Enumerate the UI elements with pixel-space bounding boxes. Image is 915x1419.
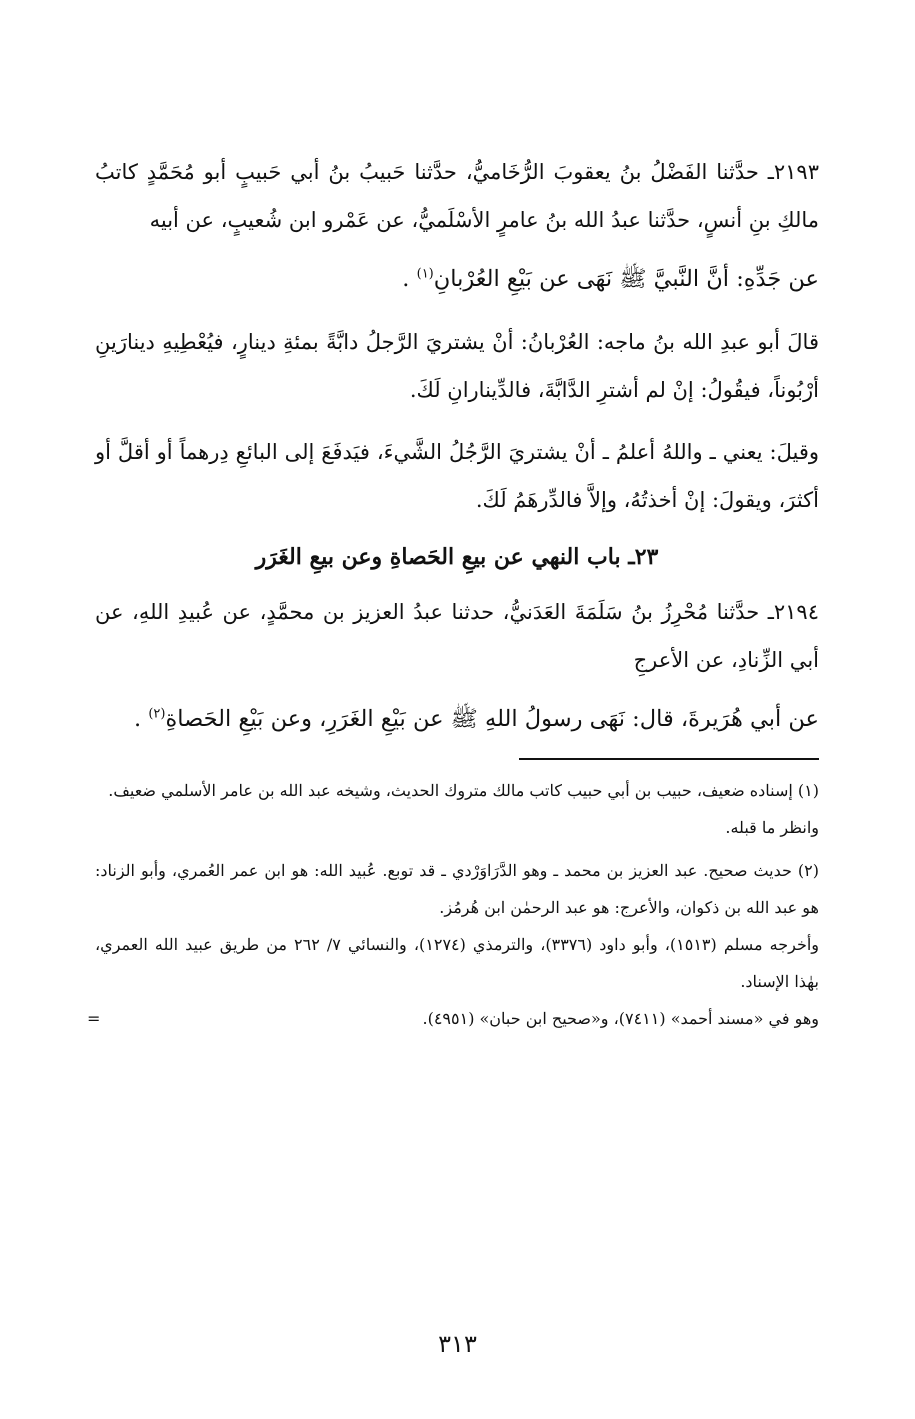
alternate-explanation-text: وقيلَ: يعني ـ واللهُ أعلمُ ـ أنْ يشتريَ الرَّجُلُ الشَّيءَ، فيَدفَعَ إلى البائعِ دِرهماً أو أقلَّ أو أكثرَ، ويقولَ: إنْ أخذتُهُ، وإلاَّ فالدِّرهَمُ لَكَ.: [95, 440, 819, 512]
footnote-ref-2[interactable]: (٢): [148, 706, 166, 722]
hadith-2194-isnad: [95, 588, 819, 684]
footnotes: [87, 772, 820, 1037]
book-page: [87, 148, 820, 1037]
chapter-title: ٢٣ـ باب النهي عن بيعِ الحَصاةِ وعن بيعِ الغَرَر: [255, 544, 659, 570]
footnote-2-sources: وأخرجه مسلم (١٥١٣)، وأبو داود (٣٣٧٦)، والترمذي (١٢٧٤)، والنسائي ٧/ ٢٦٢ من طريق عبيد الله العمري، بهٰذا الإسناد.: [95, 935, 820, 991]
footnote-separator: [519, 758, 819, 760]
ibn-majah-comment-text: قالَ أبو عبدِ الله بنُ ماجه: العُرْبانُ: أنْ يشتريَ الرَّجلُ دابَّةً بمئةِ دينارٍ، فيُعْطِيهِ دينارَينِ أرْبُوناً، فيقُولُ: إنْ لم أشترِ الدَّابَّةَ، فالدِّينارانِ لَكَ.: [95, 330, 819, 402]
page-number: ٣١٣: [438, 1330, 477, 1358]
footnote-separator-wrap: [95, 744, 819, 772]
alternate-explanation: [95, 428, 819, 524]
footnote-2: (٢) حديث صحيح. عبد العزيز بن محمد ـ وهو الدَّرَاوَرْدي ـ قد توبع. عُبيد الله: هو ابن عمر العُمري، وأبو الزناد: هو عبد الله بن ذكوان، والأعرج: هو عبد الرحمٰن ابن هُرمُز.: [95, 861, 819, 917]
hadith-2194-isnad-text: ٢١٩٤ـ حدَّثنا مُحْرِزُ بنُ سَلَمَةَ العَدَنيُّ، حدثنا عبدُ العزيز بن محمَّدٍ، عن عُبيدِ اللهِ، عن أبي الزِّنادِ، عن الأعرجِ: [95, 600, 819, 672]
hadith-2193-isnad-text: ٢١٩٣ـ حدَّثنا الفَضْلُ بنُ يعقوبَ الرُّخَاميُّ، حدَّثنا حَبيبُ بنُ أبي حَبيبٍ أبو مُحَمَّدٍ كاتبُ مالكِ بنِ أنسٍ، حدَّثنا عبدُ الله بنُ عامرٍ الأسْلَميُّ، عن عَمْرو ابن شُعيبٍ، عن أبيه: [95, 160, 819, 232]
footnote-2-musnad-text: وهو في «مسند أحمد» (٧٤١١)، و«صحيح ابن حبان» (٤٩٥١).: [422, 1009, 819, 1028]
hadith-2194-matn-text: عن أبي هُرَيرةَ، قال: نَهَى رسولُ اللهِ ﷺ عن بَيْعِ الغَرَرِ، وعن بَيْعِ الحَصاةِ: [165, 706, 819, 732]
ibn-majah-comment: [95, 318, 819, 414]
hadith-2193-isnad: [95, 148, 819, 244]
hadith-2193-matn: عن جَدِّهِ: أنَّ النَّبيَّ ﷺ نَهَى عن بَيْعِ العُرْبانِ$^{(١)}$ .: [402, 266, 819, 292]
hadith-2193-matn-text: عن جَدِّهِ: أنَّ النَّبيَّ ﷺ نَهَى عن بَيْعِ العُرْبانِ: [433, 266, 819, 292]
main-text: [95, 148, 819, 744]
footnote-1-see-also: وانظر ما قبله.: [725, 818, 819, 837]
footnote-ref-1[interactable]: (١): [416, 266, 434, 282]
footnote-2-musnad: [87, 1000, 819, 1037]
hadith-2194-matn: عن أبي هُرَيرةَ، قال: نَهَى رسولُ اللهِ ﷺ عن بَيْعِ الغَرَرِ، وعن بَيْعِ الحَصاةِ$^{(٢)}$ .: [134, 706, 819, 732]
continuation-mark: =: [87, 1009, 101, 1028]
footnote-1: (١) إسناده ضعيف، حبيب بن أبي حبيب كاتب مالك متروك الحديث، وشيخه عبد الله بن عامر الأسلمي ضعيف.: [108, 781, 819, 800]
